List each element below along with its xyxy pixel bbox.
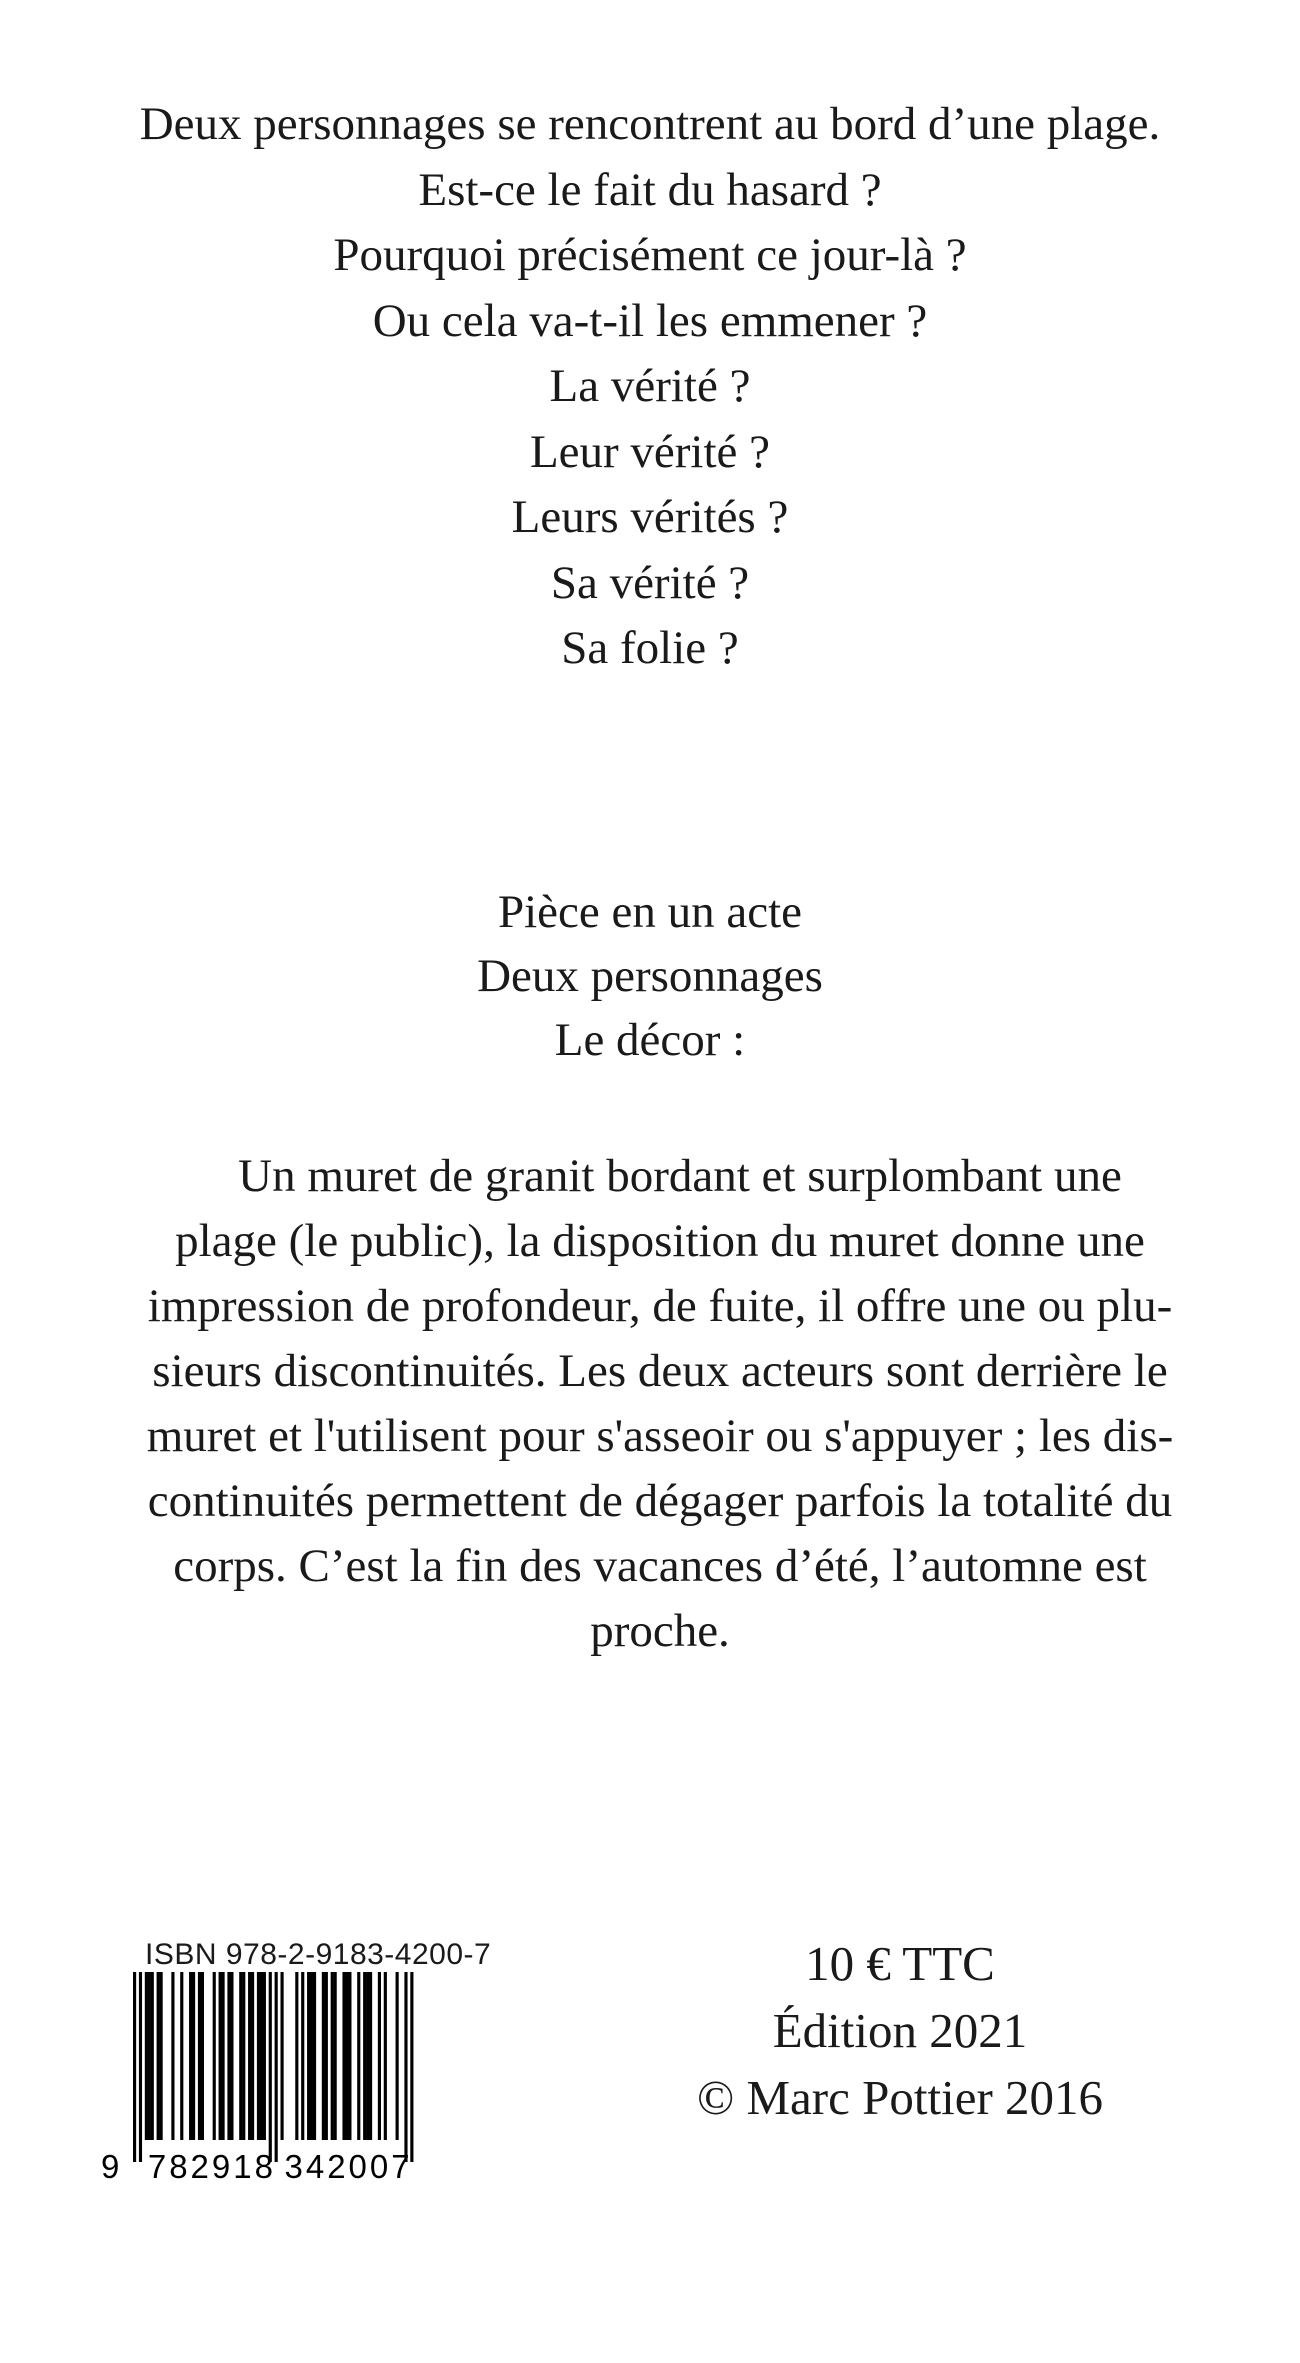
barcode-bar xyxy=(242,1972,245,2140)
isbn-label: ISBN 978-2-9183-4200-7 xyxy=(145,1938,492,1971)
barcode-bar xyxy=(139,1972,142,2162)
isbn-barcode xyxy=(95,1938,565,2198)
barcode-bar xyxy=(145,1972,148,2140)
poem-line: Leurs vérités ? xyxy=(511,491,789,543)
edition: Édition 2021 xyxy=(772,2003,1028,2058)
barcode-bar xyxy=(396,1972,399,2140)
barcode-first-digit: 9 xyxy=(101,2148,123,2185)
barcode-bar xyxy=(363,1972,366,2140)
barcode-bar xyxy=(378,1972,381,2140)
barcode-bars xyxy=(95,1972,565,2192)
barcode-right-digits: 342007 xyxy=(284,2148,413,2185)
price: 10 € TTC xyxy=(805,1936,995,1991)
barcode-bar xyxy=(275,1972,278,2162)
barcode-bar xyxy=(357,1972,360,2140)
barcode-bar xyxy=(198,1972,201,2140)
decor-description xyxy=(78,1144,1242,1664)
poem-line: La vérité ? xyxy=(549,360,751,412)
barcode-bar xyxy=(345,1972,348,2140)
copyright: © Marc Pottier 2016 xyxy=(696,2070,1104,2125)
decor-line: impression de profondeur, de fuite, il offre une ou plu- xyxy=(147,1280,1173,1332)
decor-line: corps. C’est la fin des vacances d’été, l’automne est xyxy=(173,1540,1147,1592)
barcode-bar xyxy=(410,1972,413,2162)
barcode-bar xyxy=(334,1972,337,2140)
barcode-bar xyxy=(230,1972,233,2140)
poem-line: Deux personnages se rencontrent au bord d’une plage. xyxy=(139,98,1161,150)
barcode-bar xyxy=(281,1972,284,2140)
play-characters: Deux personnages xyxy=(477,950,823,1002)
barcode-bar xyxy=(295,1972,298,2140)
barcode-bar xyxy=(248,1972,251,2140)
poem-line: Sa folie ? xyxy=(561,622,739,674)
barcode-bar xyxy=(384,1972,387,2140)
barcode-bar xyxy=(222,1972,225,2140)
barcode-bar xyxy=(189,1972,192,2140)
decor-line: sieurs discontinuités. Les deux acteurs sont derrière le xyxy=(152,1345,1168,1397)
barcode-bar xyxy=(157,1972,160,2140)
barcode-bar xyxy=(180,1972,183,2140)
decor-line: Un muret de granit bordant et surplombant une xyxy=(238,1150,1122,1202)
publication-info xyxy=(640,1930,1160,2131)
barcode-bar xyxy=(269,1972,272,2162)
barcode-bar xyxy=(239,1972,242,2140)
poem-line: Sa vérité ? xyxy=(550,556,750,609)
barcode-bar xyxy=(213,1972,216,2140)
poem-line: Est-ce le fait du hasard ? xyxy=(418,163,882,216)
back-cover-poem xyxy=(0,92,1300,682)
barcode-bar xyxy=(251,1972,254,2140)
barcode-bar xyxy=(342,1972,345,2140)
decor-line: continuités permettent de dégager parfois la totalité du xyxy=(147,1475,1173,1527)
decor-heading: Le décor : xyxy=(554,1014,746,1066)
barcode-bar xyxy=(307,1972,310,2140)
barcode-bar xyxy=(301,1972,304,2140)
decor-line: muret et l'utilisent pour s'asseoir ou s'appuyer ; les dis- xyxy=(146,1410,1174,1462)
barcode-bar xyxy=(133,1972,136,2162)
barcode-bar xyxy=(313,1972,316,2140)
barcode-bar xyxy=(331,1972,334,2140)
barcode-bar xyxy=(310,1972,313,2140)
poem-line: Leur vérité ? xyxy=(529,425,771,478)
barcode-bar xyxy=(325,1972,328,2140)
barcode-bar xyxy=(348,1972,351,2140)
barcode-bar xyxy=(148,1972,151,2140)
decor-line: plage (le public), la disposition du muret donne une xyxy=(175,1215,1145,1267)
decor-line: proche. xyxy=(590,1605,730,1657)
barcode-bar xyxy=(227,1972,230,2140)
barcode-bar xyxy=(369,1972,372,2140)
barcode-bar xyxy=(404,1972,407,2162)
barcode-bar xyxy=(160,1972,163,2140)
barcode-bar xyxy=(260,1972,263,2140)
barcode-bar xyxy=(171,1972,174,2140)
barcode-bar xyxy=(366,1972,369,2140)
barcode-bar xyxy=(257,1972,260,2140)
barcode-bar xyxy=(192,1972,195,2140)
barcode-bar xyxy=(322,1972,325,2140)
barcode-bar xyxy=(201,1972,204,2140)
poem-line: Ou cela va-t-il les emmener ? xyxy=(372,294,928,347)
play-type: Pièce en un acte xyxy=(497,886,803,938)
barcode-bar xyxy=(263,1972,266,2140)
barcode-bar xyxy=(151,1972,154,2140)
barcode-bar xyxy=(219,1972,222,2140)
poem-line: Pourquoi précisément ce jour-là ? xyxy=(333,229,967,281)
play-info xyxy=(0,880,1300,1072)
barcode-left-digits: 782918 xyxy=(147,2148,276,2185)
